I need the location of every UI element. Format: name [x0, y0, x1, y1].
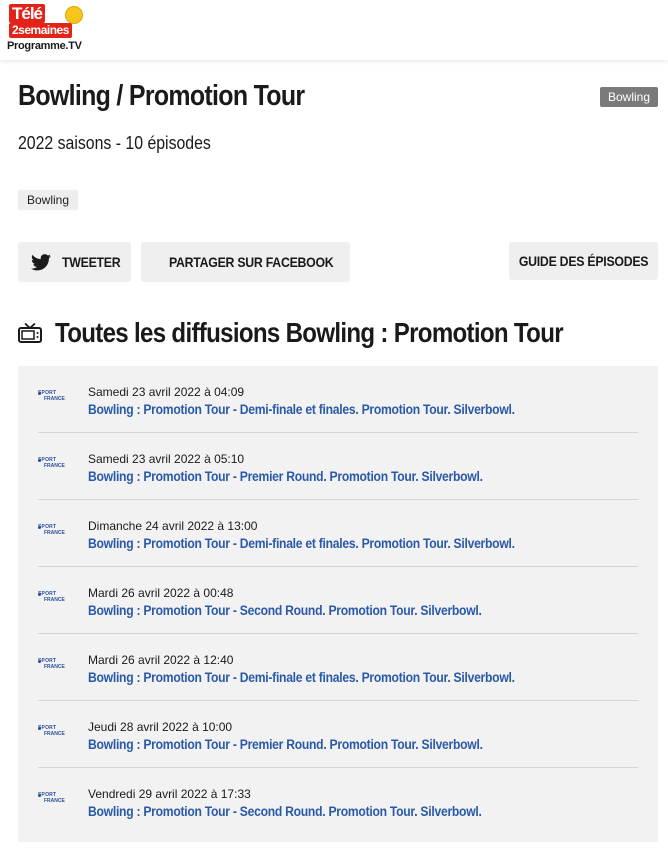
- broadcast-title-link[interactable]: Bowling : Promotion Tour - Second Round. Promotion Tour. Silverbowl.: [88, 603, 482, 618]
- broadcast-title-link[interactable]: Bowling : Promotion Tour - Demi-finale et finales. Promotion Tour. Silverbowl.: [88, 670, 515, 685]
- sport-en-france-channel-logo: SPORT FRANCE: [38, 591, 65, 603]
- sport-en-france-channel-logo: SPORT FRANCE: [38, 725, 65, 737]
- broadcast-row[interactable]: [38, 768, 638, 835]
- genre-badge: Bowling: [600, 87, 658, 107]
- broadcast-datetime: Jeudi 28 avril 2022 à 10:00: [88, 720, 233, 734]
- broadcast-row[interactable]: [38, 366, 638, 433]
- sport-en-france-channel-logo: SPORT FRANCE: [38, 457, 65, 469]
- sport-en-france-channel-logo: SPORT FRANCE: [38, 792, 65, 804]
- tweet-button[interactable]: [18, 242, 131, 282]
- genre-tag[interactable]: Bowling: [18, 190, 78, 210]
- broadcast-title-link[interactable]: Bowling : Promotion Tour - Premier Round. Promotion Tour. Silverbowl.: [88, 469, 483, 484]
- logo-tele-text: Télé: [9, 4, 45, 23]
- broadcast-datetime: Mardi 26 avril 2022 à 00:48: [88, 586, 234, 600]
- site-header: [0, 0, 668, 60]
- logo-sun-icon: [65, 6, 83, 24]
- facebook-share-button[interactable]: [141, 242, 350, 282]
- broadcast-row[interactable]: [38, 634, 638, 701]
- broadcast-title-link[interactable]: Bowling : Promotion Tour - Second Round. Promotion Tour. Silverbowl.: [88, 804, 482, 819]
- broadcasts-heading: [18, 315, 646, 351]
- broadcast-row[interactable]: [38, 701, 638, 768]
- broadcast-title-link[interactable]: Bowling : Promotion Tour - Demi-finale et finales. Promotion Tour. Silverbowl.: [88, 536, 515, 551]
- broadcasts-title: Toutes les diffusions Bowling : Promotion Tour: [55, 317, 563, 348]
- broadcast-row[interactable]: [38, 433, 638, 500]
- facebook-label: PARTAGER SUR FACEBOOK: [169, 254, 334, 270]
- show-subtitle: 2022 saisons - 10 épisodes: [18, 133, 211, 153]
- broadcast-datetime: Mardi 26 avril 2022 à 12:40: [88, 653, 234, 667]
- sport-en-france-channel-logo: SPORT FRANCE: [38, 524, 65, 536]
- logo-programme-text: Programme.TV: [7, 40, 82, 52]
- sport-en-france-channel-logo: SPORT FRANCE: [38, 658, 65, 670]
- site-logo[interactable]: [7, 4, 87, 54]
- episode-guide-label: GUIDE DES ÉPISODES: [518, 253, 649, 269]
- broadcast-title-link[interactable]: Bowling : Promotion Tour - Demi-finale et finales. Promotion Tour. Silverbowl.: [88, 402, 515, 417]
- broadcast-datetime: Samedi 23 avril 2022 à 05:10: [88, 452, 245, 466]
- broadcast-datetime: Samedi 23 avril 2022 à 04:09: [88, 385, 245, 399]
- twitter-icon: [31, 254, 51, 271]
- episode-guide-button[interactable]: [509, 242, 658, 280]
- broadcast-row[interactable]: [38, 500, 638, 567]
- broadcast-datetime: Dimanche 24 avril 2022 à 13:00: [88, 519, 258, 533]
- page-title: Bowling / Promotion Tour: [18, 80, 305, 112]
- broadcast-datetime: Vendredi 29 avril 2022 à 17:33: [88, 787, 251, 801]
- broadcast-list: [18, 366, 658, 842]
- tv-icon: [18, 323, 42, 343]
- logo-semaines-text: 2semaines: [9, 23, 72, 38]
- broadcast-row[interactable]: [38, 567, 638, 634]
- tweet-label: TWEETER: [62, 254, 121, 270]
- broadcast-title-link[interactable]: Bowling : Promotion Tour - Premier Round. Promotion Tour. Silverbowl.: [88, 737, 483, 752]
- sport-en-france-channel-logo: SPORT FRANCE: [38, 390, 65, 402]
